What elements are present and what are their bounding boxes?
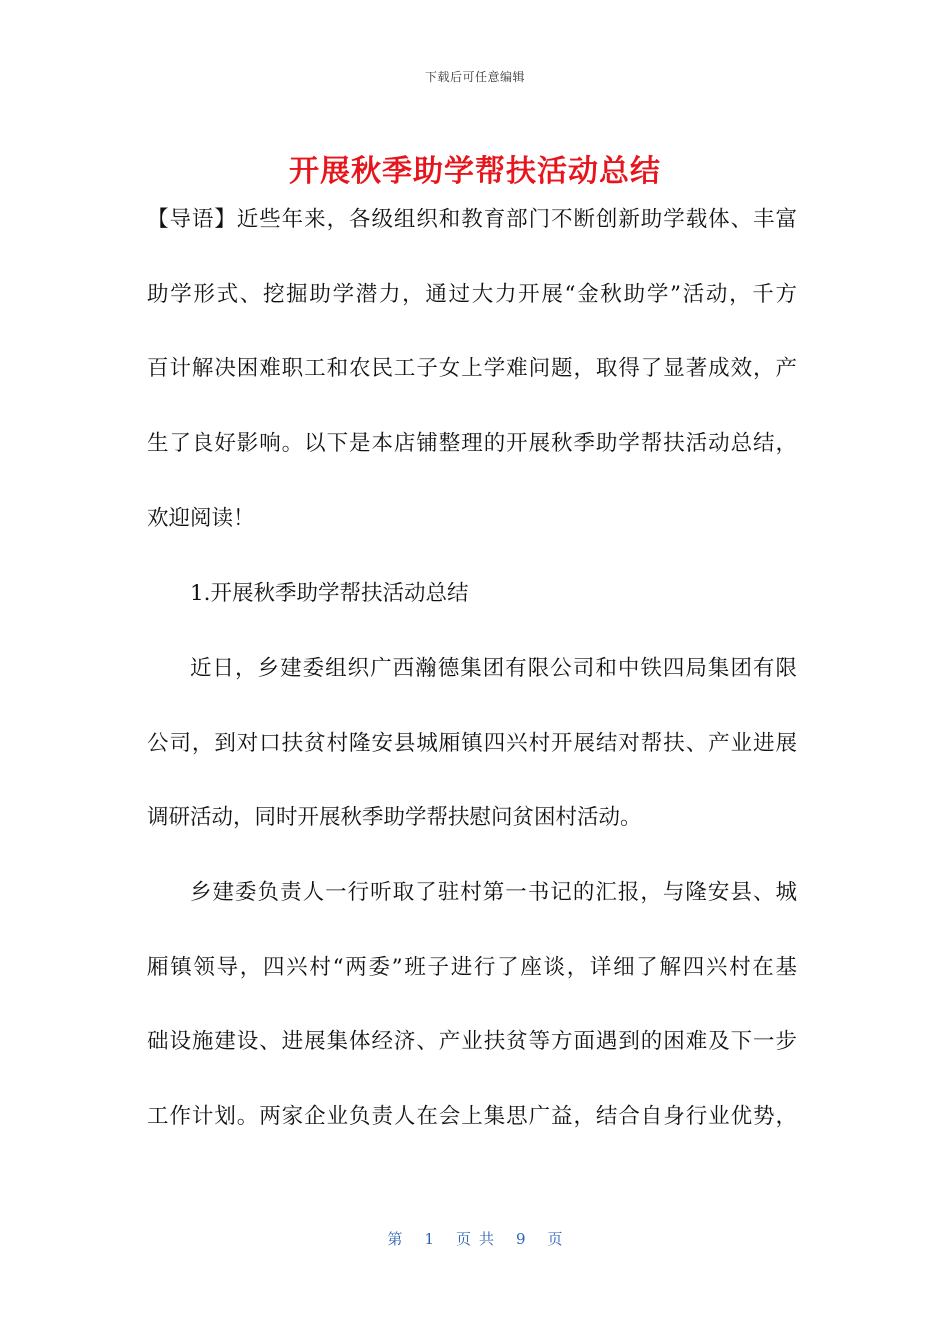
body-line: 【导语】近些年来，各级组织和教育部门不断创新助学载体、丰富 xyxy=(147,207,797,232)
body-line: 调研活动，同时开展秋季助学帮扶慰问贫困村活动。 xyxy=(147,805,642,830)
body-line: 工作计划。两家企业负责人在会上集思广益，结合自身行业优势， xyxy=(147,1104,797,1129)
footer-prefix: 第 xyxy=(387,1230,403,1248)
body-line: 助学形式、挖掘助学潜力，通过大力开展“金秋助学”活动，千方 xyxy=(147,282,797,307)
body-line: 公司，到对口扶贫村隆安县城厢镇四兴村开展结对帮扶、产业进展 xyxy=(147,731,797,756)
section-heading: 1.开展秋季助学帮扶活动总结 xyxy=(190,581,469,606)
body-line: 乡建委负责人一行听取了驻村第一书记的汇报，与隆安县、城 xyxy=(190,880,797,905)
page-header-note: 下载后可任意编辑 xyxy=(424,70,525,84)
body-line: 欢迎阅读！ xyxy=(147,506,255,531)
footer-middle: 页共 xyxy=(455,1230,502,1248)
body-line: 近日，乡建委组织广西瀚德集团有限公司和中铁四局集团有限 xyxy=(190,656,797,681)
body-line: 百计解决困难职工和农民工子女上学难问题，取得了显著成效，产 xyxy=(147,356,797,381)
footer-current-page: 1 xyxy=(424,1230,434,1248)
body-line: 厢镇领导，四兴村“两委”班子进行了座谈，详细了解四兴村在基 xyxy=(147,955,797,980)
page-footer xyxy=(0,1228,950,1249)
body-line: 生了良好影响。以下是本店铺整理的开展秋季助学帮扶活动总结， xyxy=(147,431,797,456)
document-title: 开展秋季助学帮扶活动总结 xyxy=(289,154,661,189)
footer-suffix: 页 xyxy=(547,1230,563,1248)
body-line: 础设施建设、进展集体经济、产业扶贫等方面遇到的困难及下一步 xyxy=(147,1029,797,1054)
footer-total-pages: 9 xyxy=(516,1230,526,1248)
